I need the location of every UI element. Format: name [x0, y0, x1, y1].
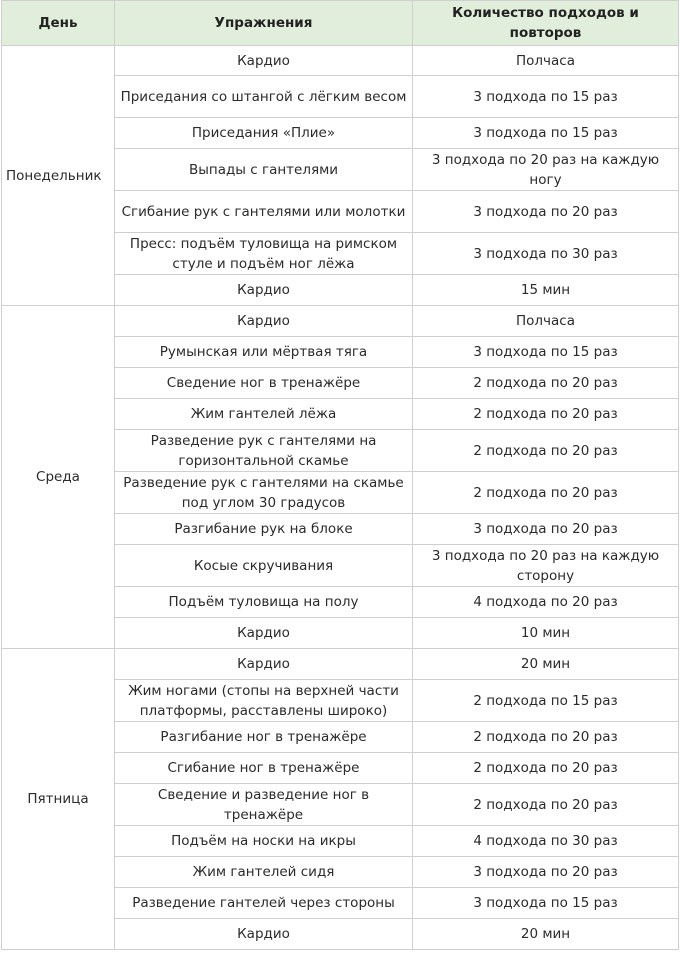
- exercise-cell: Приседания со штангой с лёгким весом: [115, 76, 413, 118]
- exercise-cell: Разведение гантелей через стороны: [115, 888, 413, 919]
- exercise-cell: Пресс: подъём туловища на римском стуле и подъём ног лёжа: [115, 233, 413, 275]
- header-day: День: [2, 1, 115, 46]
- header-row: [2, 1, 679, 46]
- quantity-cell: 15 мин: [413, 275, 679, 306]
- quantity-cell: 20 мин: [413, 919, 679, 950]
- quantity-cell: 2 подхода по 20 раз: [413, 472, 679, 514]
- quantity-cell: 2 подхода по 20 раз: [413, 784, 679, 826]
- exercise-cell: Разведение рук с гантелями на горизонтальной скамье: [115, 430, 413, 472]
- table-row: [2, 649, 679, 680]
- table-row: [2, 306, 679, 337]
- exercise-cell: Кардио: [115, 649, 413, 680]
- exercise-cell: Сгибание ног в тренажёре: [115, 753, 413, 784]
- workout-table: [1, 0, 679, 950]
- quantity-cell: 4 подхода по 20 раз: [413, 587, 679, 618]
- exercise-cell: Разгибание рук на блоке: [115, 514, 413, 545]
- quantity-cell: 3 подхода по 15 раз: [413, 118, 679, 149]
- quantity-cell: 10 мин: [413, 618, 679, 649]
- quantity-cell: 3 подхода по 20 раз: [413, 191, 679, 233]
- exercise-cell: Сведение ног в тренажёре: [115, 368, 413, 399]
- exercise-cell: Подъём на носки на икры: [115, 826, 413, 857]
- exercise-cell: Кардио: [115, 919, 413, 950]
- quantity-cell: 2 подхода по 20 раз: [413, 722, 679, 753]
- exercise-cell: Разведение рук с гантелями на скамье под углом 30 градусов: [115, 472, 413, 514]
- exercise-cell: Сведение и разведение ног в тренажёре: [115, 784, 413, 826]
- header-quantity: Количество подходов и повторов: [413, 1, 679, 46]
- quantity-cell: 3 подхода по 30 раз: [413, 233, 679, 275]
- exercise-cell: Выпады с гантелями: [115, 149, 413, 191]
- quantity-cell: 3 подхода по 15 раз: [413, 337, 679, 368]
- quantity-cell: 3 подхода по 20 раз на каждую ногу: [413, 149, 679, 191]
- exercise-cell: Кардио: [115, 306, 413, 337]
- exercise-cell: Подъём туловища на полу: [115, 587, 413, 618]
- quantity-cell: Полчаса: [413, 46, 679, 76]
- exercise-cell: Сгибание рук с гантелями или молотки: [115, 191, 413, 233]
- table-row: [2, 46, 679, 76]
- day-wednesday: Среда: [2, 306, 115, 649]
- exercise-cell: Жим гантелей сидя: [115, 857, 413, 888]
- exercise-cell: Приседания «Плие»: [115, 118, 413, 149]
- quantity-cell: 3 подхода по 15 раз: [413, 76, 679, 118]
- quantity-cell: 2 подхода по 20 раз: [413, 430, 679, 472]
- day-friday: Пятница: [2, 649, 115, 950]
- quantity-cell: Полчаса: [413, 306, 679, 337]
- exercise-cell: Румынская или мёртвая тяга: [115, 337, 413, 368]
- quantity-cell: 3 подхода по 20 раз на каждую сторону: [413, 545, 679, 587]
- exercise-cell: Кардио: [115, 46, 413, 76]
- exercise-cell: Косые скручивания: [115, 545, 413, 587]
- quantity-cell: 2 подхода по 20 раз: [413, 399, 679, 430]
- exercise-cell: Жим гантелей лёжа: [115, 399, 413, 430]
- quantity-cell: 20 мин: [413, 649, 679, 680]
- quantity-cell: 3 подхода по 20 раз: [413, 514, 679, 545]
- header-exercises: Упражнения: [115, 1, 413, 46]
- quantity-cell: 2 подхода по 15 раз: [413, 680, 679, 722]
- exercise-cell: Кардио: [115, 618, 413, 649]
- exercise-cell: Жим ногами (стопы на верхней части платформы, расставлены широко): [115, 680, 413, 722]
- exercise-cell: Кардио: [115, 275, 413, 306]
- quantity-cell: 3 подхода по 20 раз: [413, 857, 679, 888]
- exercise-cell: Разгибание ног в тренажёре: [115, 722, 413, 753]
- quantity-cell: 2 подхода по 20 раз: [413, 753, 679, 784]
- day-monday: Понедельник: [2, 46, 115, 306]
- quantity-cell: 3 подхода по 15 раз: [413, 888, 679, 919]
- quantity-cell: 4 подхода по 30 раз: [413, 826, 679, 857]
- quantity-cell: 2 подхода по 20 раз: [413, 368, 679, 399]
